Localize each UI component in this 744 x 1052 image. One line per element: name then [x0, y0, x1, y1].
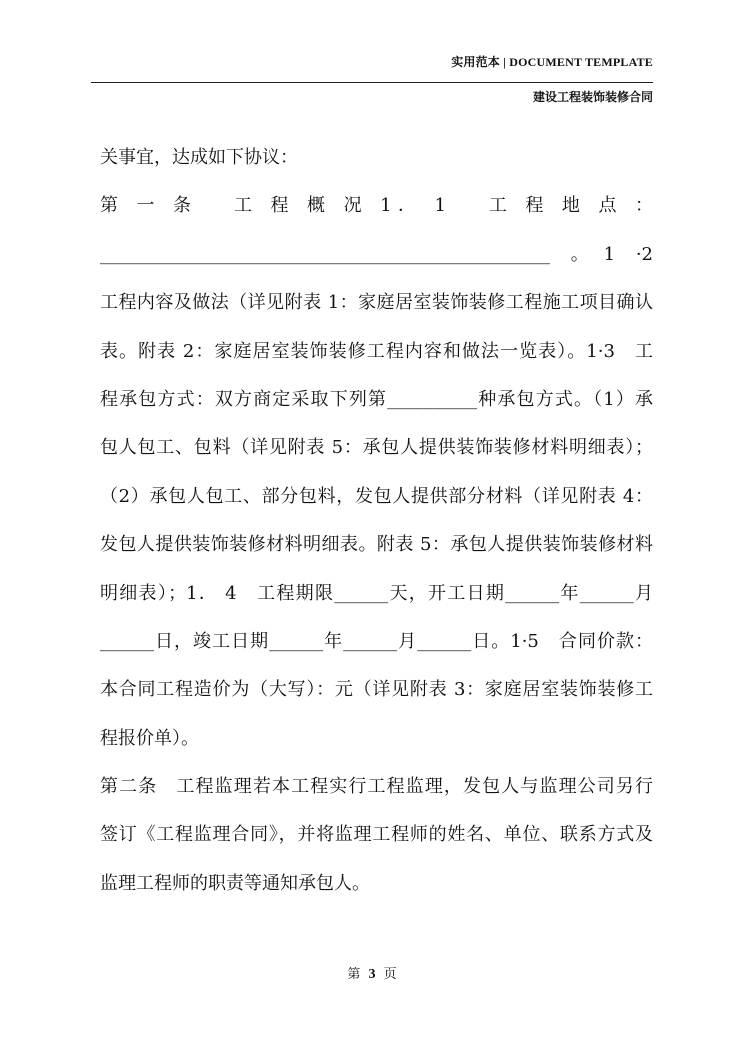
- footer-prefix: 第: [347, 967, 361, 982]
- contract-body: [100, 137, 653, 911]
- body-line-site-blank: __________________________________________________ 。1 ·2: [100, 243, 653, 265]
- body-line: 工程内容及做法（详见附表 1：家庭居室装饰装修工程施工项目确认: [100, 292, 653, 314]
- body-line-article-2: 第二条 工程监理若本工程实行工程监理，发包人与监理公司另行: [100, 776, 653, 798]
- header-divider: [91, 82, 653, 83]
- body-line: 程报价单）。: [100, 727, 199, 749]
- body-line: 发包人提供装饰装修材料明细表。附表 5：承包人提供装饰装修材料: [100, 534, 653, 556]
- footer-suffix: 页: [383, 967, 397, 982]
- body-line: ______日，竣工日期______年______月______日。1·5 合同价款：: [100, 630, 653, 652]
- header-document-title: 建设工程装饰装修合同: [532, 90, 653, 104]
- body-line: 明细表）；1． 4 工程期限______天，开工日期______年______月: [100, 582, 653, 604]
- page-footer: [0, 963, 744, 983]
- body-line: 程承包方式：双方商定采取下列第__________种承包方式。（1）承: [100, 388, 653, 410]
- body-line: 关事宜，达成如下协议：: [100, 147, 298, 168]
- header-brand: 实用范本 | DOCUMENT TEMPLATE: [451, 55, 653, 69]
- body-line: 监理工程师的职责等通知承包人。: [100, 872, 370, 894]
- page-number: 3: [368, 967, 376, 982]
- body-line-article-1: 第 一 条 工 程 概 况 1． 1 工 程 地 点 ：: [100, 195, 653, 217]
- body-line: 本合同工程造价为（大写）：元（详见附表 3：家庭居室装饰装修工: [100, 679, 653, 701]
- body-line: （2）承包人包工、部分包料，发包人提供部分材料（详见附表 4：: [100, 485, 653, 507]
- body-line: 包人包工、包料（详见附表 5：承包人提供装饰装修材料明细表）；: [100, 437, 653, 459]
- body-line: 表。附表 2：家庭居室装饰装修工程内容和做法一览表）。1·3 工: [100, 340, 653, 362]
- body-line: 签订《工程监理合同》，并将监理工程师的姓名、单位、联系方式及: [100, 824, 653, 846]
